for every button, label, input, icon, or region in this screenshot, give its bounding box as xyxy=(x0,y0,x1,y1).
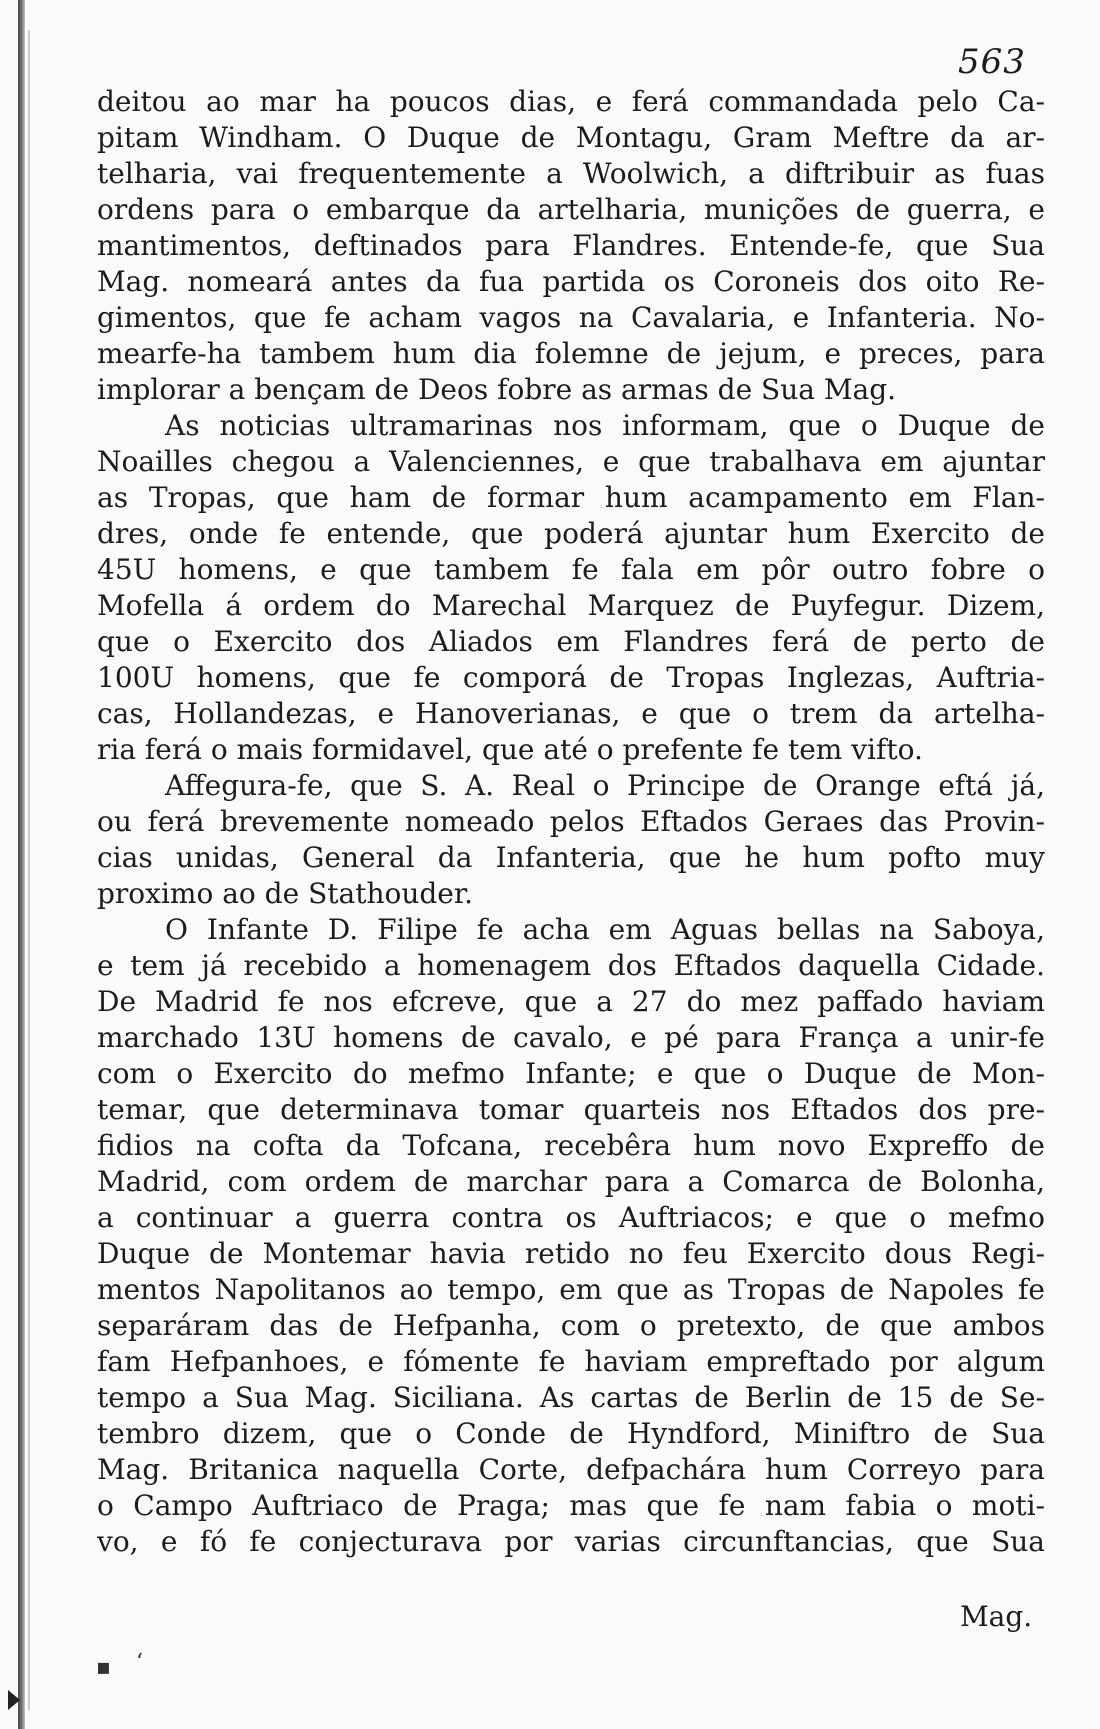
text-line: cas, Hollandezas, e Hanoverianas, e que o trem da artelha- xyxy=(97,697,1045,730)
text-line: marchado 13U homens de cavalo, e pé para França a unir-fe xyxy=(97,1021,1045,1054)
binding-shadow xyxy=(18,0,25,1729)
text-line: Noailles chegou a Valenciennes, e que trabalhava em ajuntar xyxy=(97,445,1045,478)
text-line: tempo a Sua Mag. Siciliana. As cartas de Berlin de 15 de Se- xyxy=(97,1381,1045,1414)
page-edge-line xyxy=(28,30,30,1710)
text-line: As noticias ultramarinas nos informam, que o Duque de xyxy=(165,409,1045,442)
text-line: a continuar a guerra contra os Auftriacos; e que o mefmo xyxy=(97,1201,1045,1234)
text-line: cias unidas, General da Infanteria, que he hum pofto muy xyxy=(97,841,1045,874)
text-line: Affegura-fe, que S. A. Real o Principe de Orange eftá já, xyxy=(165,769,1045,802)
ink-speck: ʻ xyxy=(136,1650,143,1675)
text-line: o Campo Auftriaco de Praga; mas que fe nam fabia o moti- xyxy=(97,1489,1045,1522)
text-line: O Infante D. Filipe fe acha em Aguas bellas na Saboya, xyxy=(165,913,1045,946)
text-line: mantimentos, deftinados para Flandres. Entende-fe, que Sua xyxy=(97,229,1045,262)
text-line: implorar a bençam de Deos fobre as armas de Sua Mag. xyxy=(97,373,897,406)
text-line: ria ferá o mais formidavel, que até o prefente fe tem vifto. xyxy=(97,733,923,766)
text-line: De Madrid fe nos efcreve, que a 27 do mez paffado haviam xyxy=(97,985,1045,1018)
text-line: proximo ao de Stathouder. xyxy=(97,877,474,910)
text-line: ou ferá brevemente nomeado pelos Eftados Geraes das Provin- xyxy=(97,805,1045,838)
text-line: telharia, vai frequentemente a Woolwich, a diftribuir as fuas xyxy=(97,157,1045,190)
text-line: Mofella á ordem do Marechal Marquez de Puyfegur. Dizem, xyxy=(97,589,1045,622)
text-line: fam Hefpanhoes, e fómente fe haviam empreftado por algum xyxy=(97,1345,1045,1378)
text-line: ordens para o embarque da artelharia, munições de guerra, e xyxy=(97,193,1045,226)
text-line: temar, que determinava tomar quarteis nos Eftados dos pre- xyxy=(97,1093,1045,1126)
text-line: pitam Windham. O Duque de Montagu, Gram Meftre da ar- xyxy=(97,121,1045,154)
text-line: que o Exercito dos Aliados em Flandres ferá de perto de xyxy=(97,625,1045,658)
text-line: vo, e fó fe conjecturava por varias circunftancias, que Sua xyxy=(97,1525,1045,1558)
text-line: mearfe-ha tambem hum dia folemne de jejum, e preces, para xyxy=(97,337,1045,370)
text-line: dres, onde fe entende, que poderá ajuntar hum Exercito de xyxy=(97,517,1045,550)
text-line: mentos Napolitanos ao tempo, em que as Tropas de Napoles fe xyxy=(97,1273,1045,1306)
text-line: tembro dizem, que o Conde de Hyndford, Miniftro de Sua xyxy=(97,1417,1045,1450)
text-line: fidios na cofta da Tofcana, recebêra hum novo Expreffo de xyxy=(97,1129,1045,1162)
ink-speck: ▪ xyxy=(96,1655,111,1680)
text-line: as Tropas, que ham de formar hum acampamento em Flan- xyxy=(97,481,1045,514)
page-number: 563 xyxy=(958,42,1026,82)
text-line: separáram das de Hefpanha, com o pretexto, de que ambos xyxy=(97,1309,1045,1342)
text-line: deitou ao mar ha poucos dias, e ferá commandada pelo Ca- xyxy=(97,85,1045,118)
text-line: Mag. nomeará antes da fua partida os Coroneis dos oito Re- xyxy=(97,265,1045,298)
text-line: Mag. Britanica naquella Corte, defpachára hum Correyo para xyxy=(97,1453,1045,1486)
body-text xyxy=(97,84,1045,1560)
catchword: Mag. xyxy=(960,1600,1033,1633)
text-line: 45U homens, e que tambem fe fala em pôr outro fobre o xyxy=(97,553,1045,586)
scan-edge-marker xyxy=(8,1690,20,1710)
text-line: Madrid, com ordem de marchar para a Comarca de Bolonha, xyxy=(97,1165,1045,1198)
text-line: gimentos, que fe acham vagos na Cavalaria, e Infanteria. No- xyxy=(97,301,1045,334)
text-line: com o Exercito do mefmo Infante; e que o Duque de Mon- xyxy=(97,1057,1045,1090)
text-line: e tem já recebido a homenagem dos Eftados daquella Cidade. xyxy=(97,949,1045,982)
text-line: Duque de Montemar havia retido no feu Exercito dous Regi- xyxy=(97,1237,1045,1270)
text-line: 100U homens, que fe comporá de Tropas Inglezas, Auftria- xyxy=(97,661,1045,694)
